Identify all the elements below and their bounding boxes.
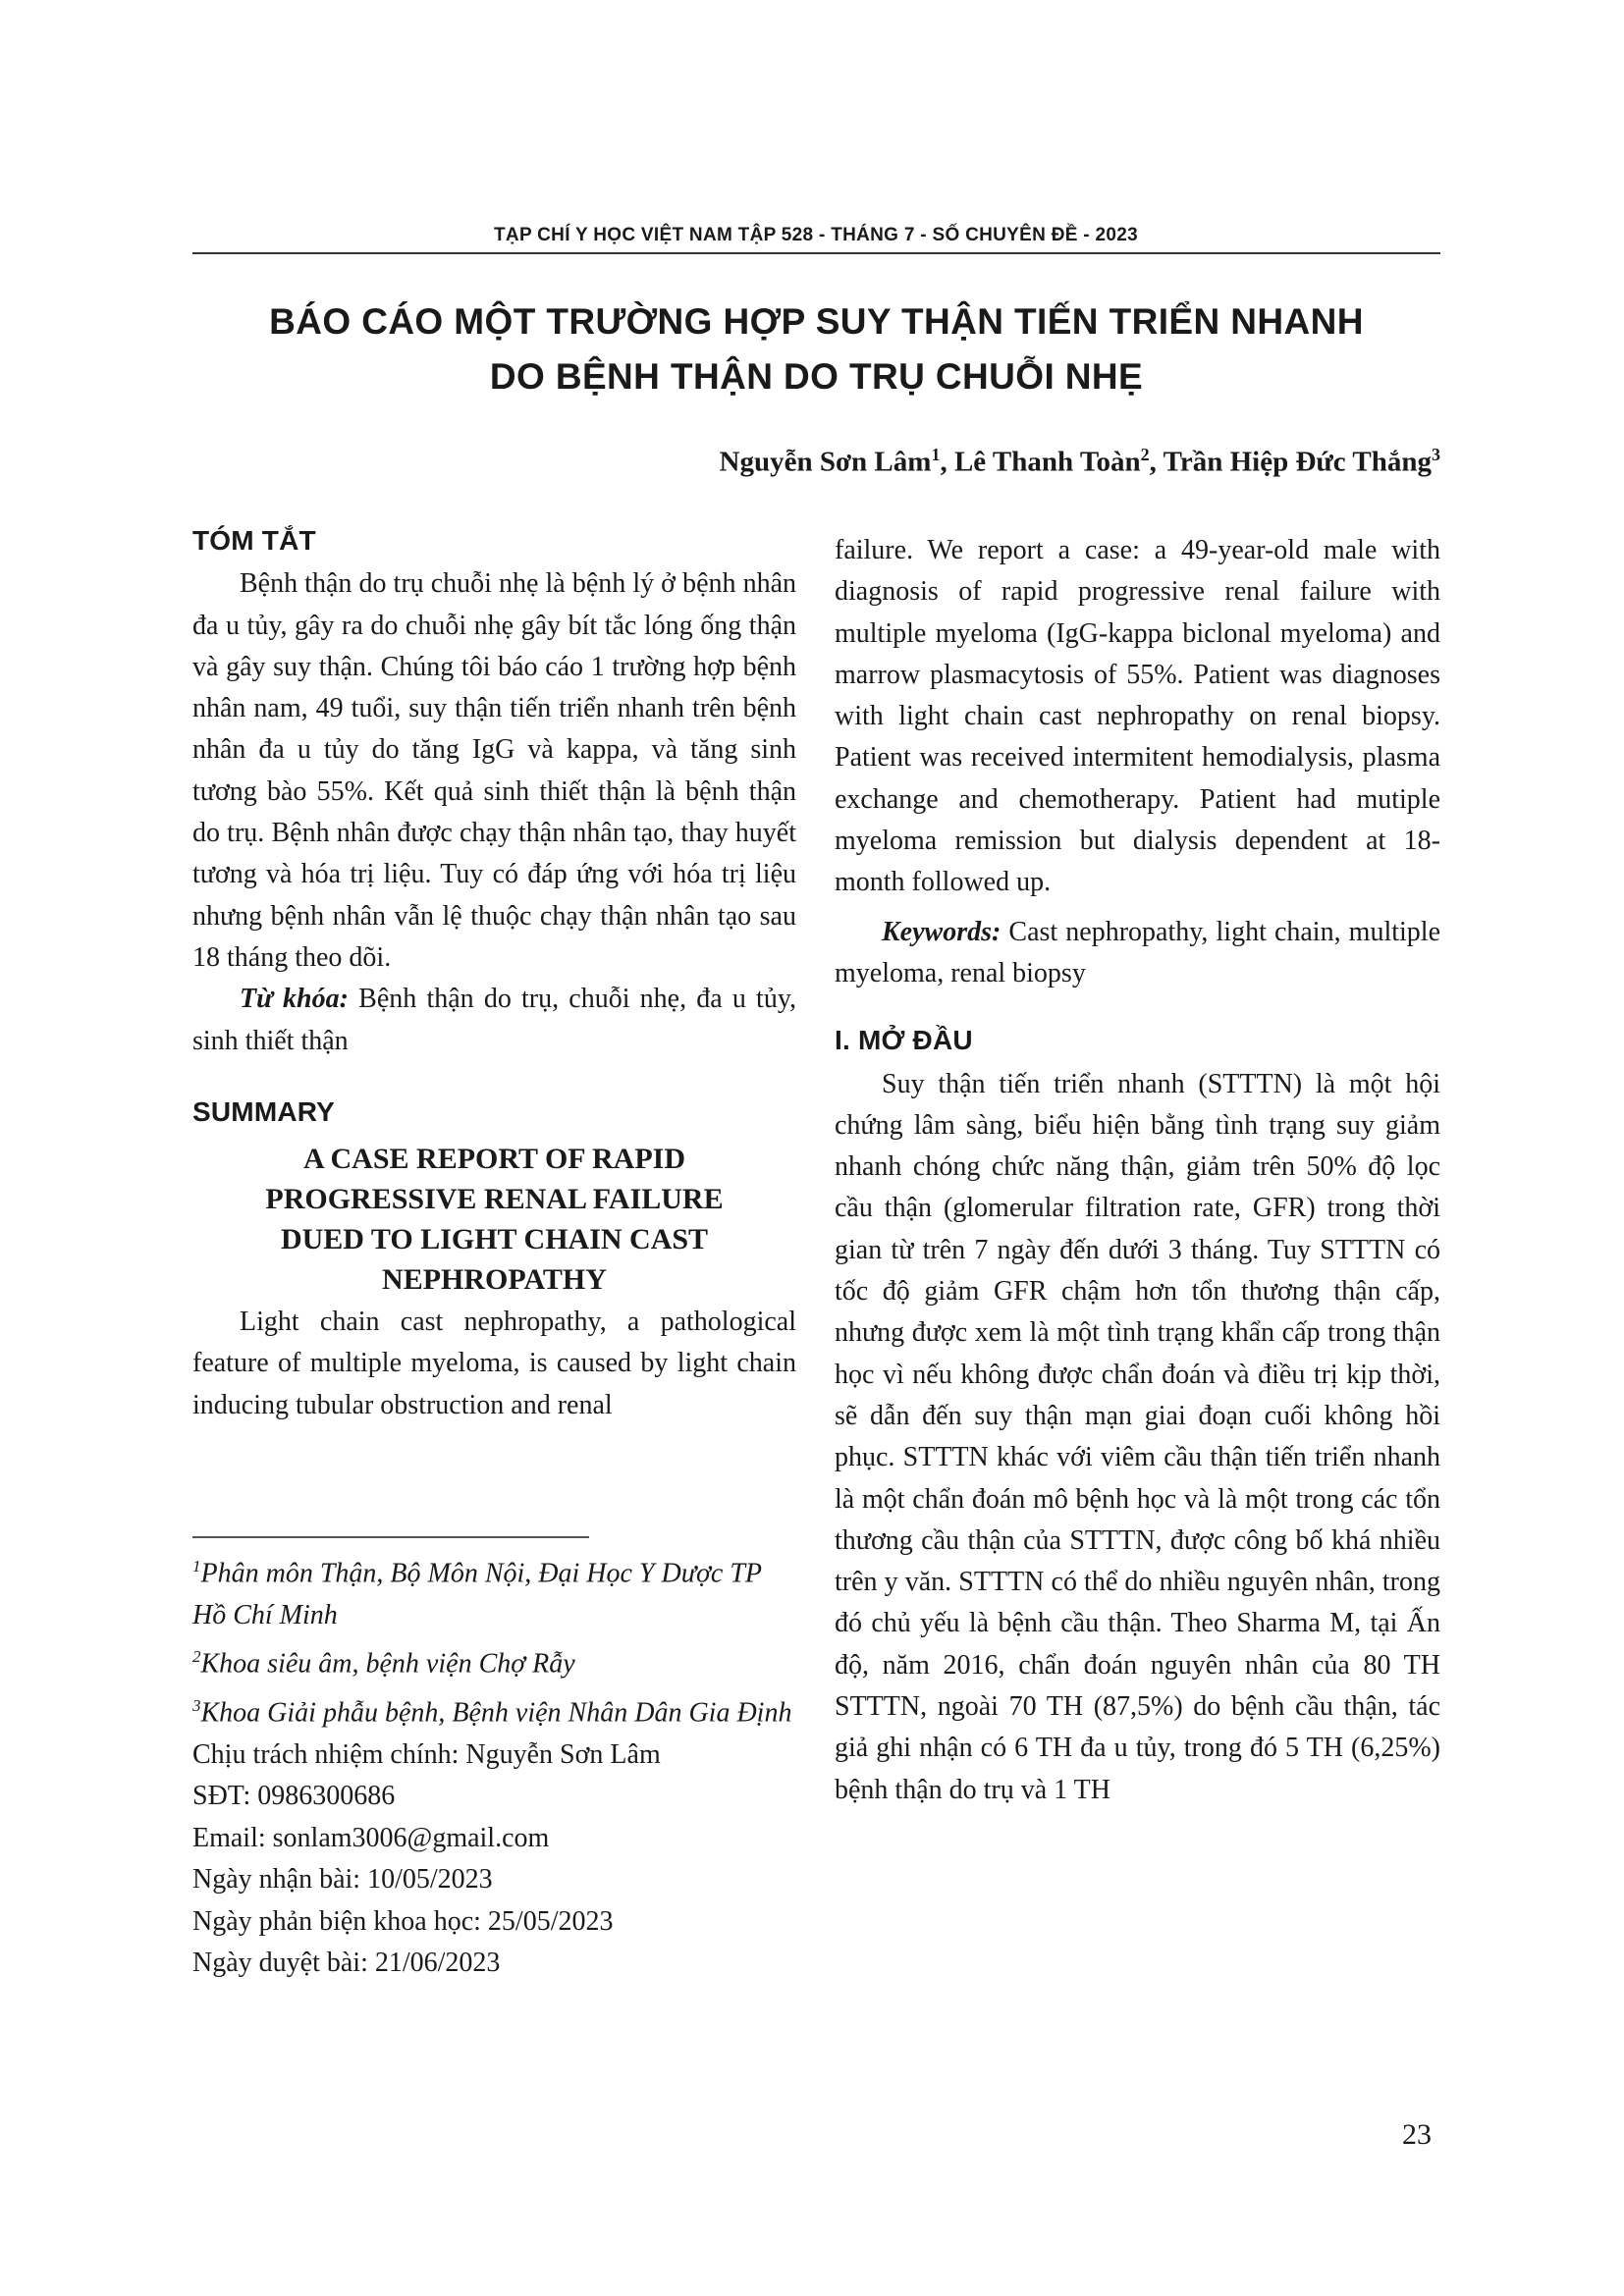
footnotes	[192, 1546, 796, 1985]
affiliation-3: $^3$Khoa Giải phẫu bệnh, Bệnh viện Nhân Dân Gia Định	[192, 1696, 792, 1729]
article-title-line-1: BÁO CÁO MỘT TRƯỜNG HỢP SUY THẬN TIẾN TRIỂN NHANH	[269, 301, 1364, 342]
summary-title-line: PROGRESSIVE RENAL FAILURE	[265, 1183, 724, 1216]
date-accepted: Ngày duyệt bài: 21/06/2023	[192, 1948, 501, 1979]
page-number: 23	[1402, 2118, 1432, 2151]
abstract-vi-heading: TÓM TẮT	[192, 525, 316, 556]
abstract-vi-keywords	[192, 979, 796, 1062]
article-title	[192, 294, 1440, 404]
summary-heading: SUMMARY	[192, 1095, 336, 1127]
keywords-vi-label: Từ khóa:	[240, 984, 349, 1015]
author-list	[192, 445, 1440, 479]
author-name: Lê Thanh Toàn	[953, 446, 1141, 478]
summary-body-part2: failure. We report a case: a 49-year-old male with diagnosis of rapid progressive renal failure with multiple myeloma (IgG-kappa biclonal myeloma) and marrow plasmacytosis of 55%. Patient was diagnoses with light chain cast nephropathy on renal biopsy. Patient was received intermitent hemodialysis, plasma exchange and chemotherapy. Patient had mutiple myeloma remission but dialysis dependent at 18-month followed up.	[835, 535, 1440, 898]
summary-title-line: DUED TO LIGHT CHAIN CAST	[280, 1223, 709, 1256]
affiliation-2: $^2$Khoa siêu âm, bệnh viện Chợ Rẫy	[192, 1647, 575, 1680]
abstract-vi-body: Bệnh thận do trụ chuỗi nhẹ là bệnh lý ở bệnh nhân đa u tủy, gây ra do chuỗi nhẹ gây bít tắc lóng ống thận và gây suy thận. Chúng tôi báo cáo 1 trường hợp bệnh nhân nam, 49 tuổi, suy thận tiến triển nhanh trên bệnh nhân đa u tủy do tăng IgG và kappa, và tăng sinh tương bào 55%. Kết quả sinh thiết thận là bệnh thận do trụ. Bệnh nhân được chạy thận nhân tạo, thay huyết tương và hóa trị liệu. Tuy có đáp ứng với hóa trị liệu nhưng bệnh nhân vẫn lệ thuộc chạy thận nhân tạo sau 18 tháng theo dõi.	[192, 568, 796, 973]
corresponding-author: Chịu trách nhiệm chính: Nguyễn Sơn Lâm	[192, 1738, 661, 1770]
summary-body-part1: Light chain cast nephropathy, a pathological feature of multiple myeloma, is caused by light chain inducing tubular obstruction and renal	[192, 1307, 796, 1420]
date-received: Ngày nhận bài: 10/05/2023	[192, 1864, 493, 1896]
date-reviewed: Ngày phản biện khoa học: 25/05/2023	[192, 1905, 614, 1937]
running-header: TẠP CHÍ Y HỌC VIỆT NAM TẬP 528 - THÁNG 7 - SỐ CHUYÊN ĐỀ - 2023	[494, 225, 1138, 245]
keywords-en-label: Keywords:	[882, 916, 1001, 947]
summary-title-line: NEPHROPATHY	[382, 1263, 607, 1297]
author-separator: ,	[940, 446, 954, 478]
affiliation-1: $^1$Phân môn Thận, Bộ Môn Nội, Đại Học Y Dược TP Hồ Chí Minh	[192, 1557, 762, 1630]
author-affiliation-marker: 2	[1140, 445, 1150, 464]
left-column	[192, 520, 796, 1426]
keywords-vi-text: Bệnh thận do trụ, chuỗi nhẹ, đa u tủy, sinh thiết thận	[192, 984, 797, 1056]
author-affiliation-marker: 1	[931, 445, 941, 464]
header-rule	[192, 252, 1440, 254]
author-name: Nguyễn Sơn Lâm	[719, 446, 932, 478]
author-affiliation-marker: 3	[1432, 445, 1440, 464]
summary-title-line: A CASE REPORT OF RAPID	[303, 1143, 685, 1176]
summary-keywords	[835, 912, 1440, 995]
author-separator: ,	[1149, 446, 1164, 478]
phone: SĐT: 0986300686	[192, 1781, 396, 1812]
right-column	[835, 530, 1440, 1811]
intro-heading: I. MỞ ĐẦU	[835, 1025, 973, 1056]
footnote-rule	[192, 1536, 589, 1538]
author-name: Trần Hiệp Đức Thắng	[1163, 446, 1432, 478]
article-title-line-2: DO BỆNH THẬN DO TRỤ CHUỖI NHẸ	[489, 356, 1144, 397]
keywords-en-text: Cast nephropathy, light chain, multiple myeloma, renal biopsy	[835, 916, 1441, 988]
email: Email: sonlam3006@gmail.com	[192, 1822, 550, 1853]
summary-title	[192, 1139, 796, 1300]
intro-body: Suy thận tiến triển nhanh (STTTN) là một hội chứng lâm sàng, biểu hiện bằng tình trạng suy giảm nhanh chóng chức năng thận, giảm trên 50% độ lọc cầu thận (glomerular filtration rate, GFR) trong thời gian từ trên 7 ngày đến dưới 3 tháng. Tuy STTTN có tốc độ giảm GFR chậm hơn tổn thương thận cấp, nhưng được xem là một tình trạng khẩn cấp trong thận học vì nếu không được chẩn đoán và điều trị kịp thời, sẽ dẫn đến suy thận mạn giai đoạn cuối không hồi phục. STTTN khác với viêm cầu thận tiến triển nhanh là một chẩn đoán mô bệnh học và là một trong các tổn thương cầu thận của STTTN, được công bố khá nhiều trên y văn. STTTN có thể do nhiều nguyên nhân, trong đó chủ yếu là bệnh cầu thận. Theo Sharma M, tại Ấn độ, năm 2016, chẩn đoán nguyên nhân của 80 TH STTTN, ngoài 70 TH (87,5%) do bệnh cầu thận, tác giả ghi nhận có 6 TH đa u tủy, trong đó 5 TH (6,25%) bệnh thận do trụ và 1 TH	[835, 1068, 1440, 1805]
